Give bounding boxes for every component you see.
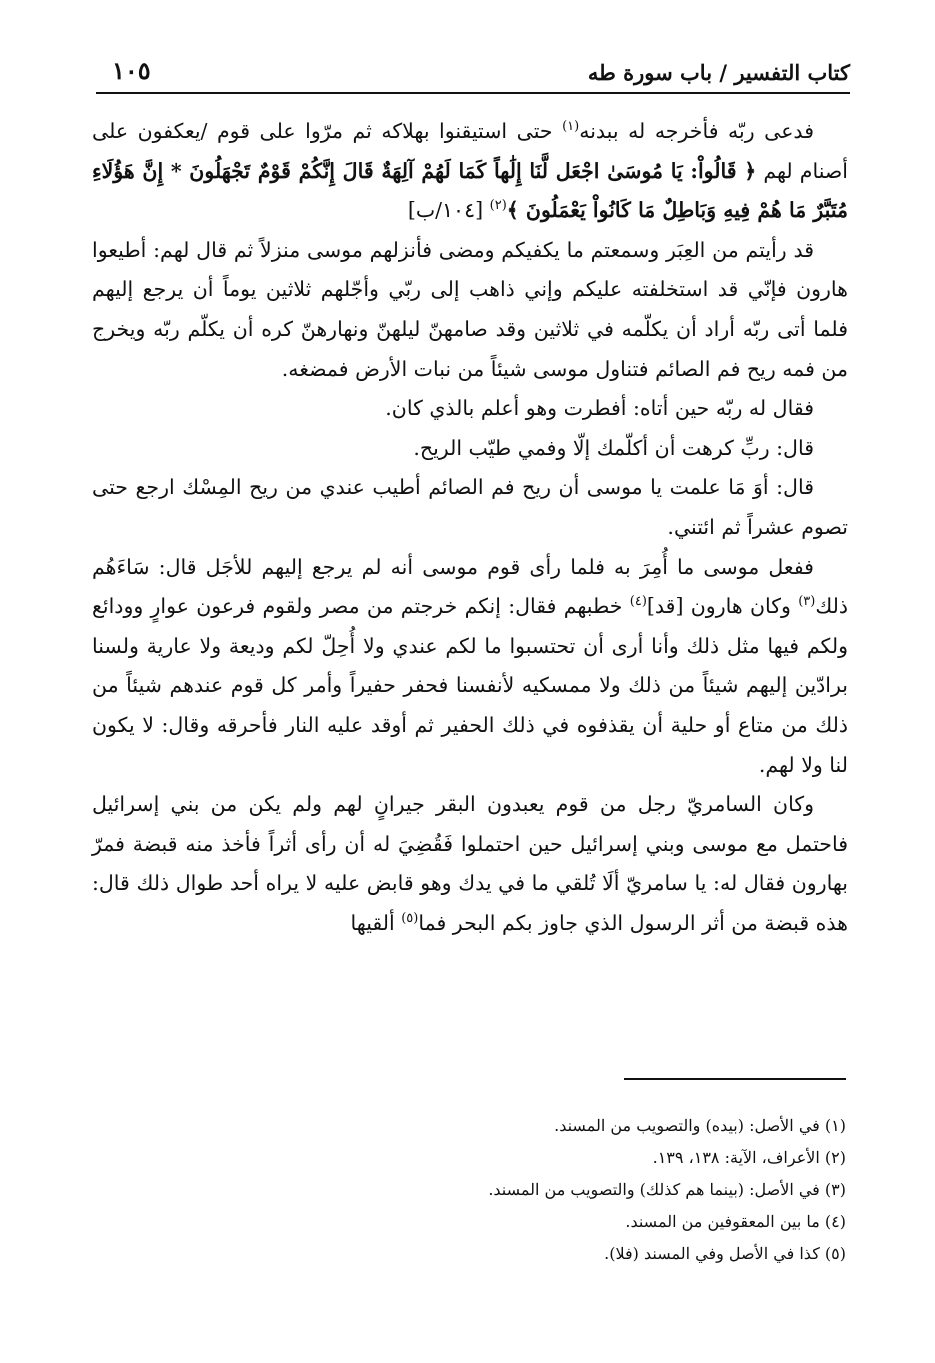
footnote-1: (١) في الأصل: (بيده) والتصويب من المسند. <box>554 1116 846 1135</box>
paragraph-1 <box>92 112 848 231</box>
paragraph-5: قال: أوَ مَا علمت يا موسى أن ريح فم الصائم أطيب عندي من ريح المِسْك ارجع حتى تصوم عشراً ثم ائتني. <box>92 475 848 539</box>
paragraph-2: قد رأيتم من العِبَر وسمعتم ما يكفيكم ومضى فأنزلهم موسى منزلاً ثم قال لهم: أطيعوا هارون فإنّي قد استخلفته عليكم وإني ذاهب إلى ربّي وأجّلهم ثلاثين يوماً أن يرجع إليهم فلما أتى ربّه أراد أن يكلّمه في ثلاثين وقد صامهنّ ليلهنّ ونهارهنّ كره أن يكلّم ربّه ويخرج من فمه ريح فم الصائم فتناول موسى شيئاً من نبات الأرض فمضغه. <box>92 237 848 381</box>
footnote-ref-4: (٤) <box>629 594 647 610</box>
manuscript-folio-marker: [١٠٤/ب] <box>407 198 484 223</box>
paragraph-7-text-b: ألقيها <box>350 910 402 935</box>
footnote-ref-2: (٢) <box>489 198 507 214</box>
footnotes <box>120 1110 846 1270</box>
footnote-2: (٢) الأعراف، الآية: ١٣٨، ١٣٩. <box>652 1148 846 1167</box>
footnote-ref-3: (٣) <box>798 594 816 610</box>
quran-quotation: ﴿ قَالُواْ: يَا مُوسَىٰ اجْعَل لَّنَا إِلَٰهاً كَمَا لَهُمْ آلِهَةٌ قَالَ إِنَّكُمْ قَوْمٌ تَجْهَلُونَ * إِنَّ هَؤُلَاءِ مُتَبَّرٌ مَا هُمْ فِيهِ وَبَاطِلٌ مَا كَانُواْ يَعْمَلُونَ ﴾ <box>92 158 848 223</box>
main-text <box>92 112 848 943</box>
paragraph-3: فقال له ربّه حين أتاه: أفطرت وهو أعلم بالذي كان. <box>385 396 814 421</box>
page-number: ١٠٥ <box>112 56 151 85</box>
footnote-separator <box>624 1078 846 1080</box>
footnote-5: (٥) كذا في الأصل وفي المسند (فلا). <box>604 1244 846 1263</box>
paragraph-6-text-b: وكان هارون [قد] <box>646 594 799 619</box>
paragraph-6-text-c: خطبهم فقال: إنكم خرجتم من مصر ولقوم فرعون عوارٍ وودائع ولكم فيها مثل ذلك وأنا أرى أن تحتسبوا ما لكم عندي ولا أُحِلّ لكم وديعة ولا عارية ولسنا برادّين إليهم شيئاً من ذلك ولا ممسكيه لأنفسنا فحفر حفيراً وأمر كل قوم عندهم شيئاً من ذلك من متاع أو حلية أن يقذفوه في ذلك الحفير ثم أوقد عليه النار فأحرقه وقال: لا يكون لنا ولا لهم. <box>92 594 848 777</box>
paragraph-6 <box>92 548 848 786</box>
footnote-ref-5: (٥) <box>401 911 419 927</box>
paragraph-4: قال: ربِّ كرهت أن أكلّمك إلّا وفمي طيّب الريح. <box>413 435 814 460</box>
paragraph-6-text-a: ففعل موسى ما أُمِرَ به فلما رأى قوم موسى أنه لم يرجع إليهم للأجَل قال: سَاءَهُم ذلك <box>92 554 848 619</box>
paragraph-7-text-a: وكان السامريّ رجل من قوم يعبدون البقر جيرانٍ لهم ولم يكن من بني إسرائيل فاحتمل مع موسى وبني إسرائيل حين احتملوا فَقُضِيَ له أن رأى أثراً فأخذ منه قبضة فمرّ بهارون فقال له: يا سامريّ ألَا تُلقي ما في يدك وهو قابض عليه لا يراه أحد طوال ذلك قال: هذه قبضة من أثر الرسول الذي جاوز بكم البحر فما <box>92 792 848 935</box>
footnote-ref-1: (١) <box>562 119 580 135</box>
running-header <box>96 50 850 94</box>
footnote-4: (٤) ما بين المعقوفين من المسند. <box>625 1212 846 1231</box>
header-title: كتاب التفسير / باب سورة طه <box>587 60 850 85</box>
paragraph-1-text-a: فدعى ربّه فأخرجه له ببدنه <box>579 119 814 143</box>
paragraph-1-text-b: حتى استيقنوا بهلاكه ثم مرّوا على قوم /يعكفون على أصنام لهم <box>92 119 848 183</box>
footnote-3: (٣) في الأصل: (بينما هم كذلك) والتصويب من المسند. <box>488 1180 846 1199</box>
paragraph-7 <box>92 785 848 943</box>
